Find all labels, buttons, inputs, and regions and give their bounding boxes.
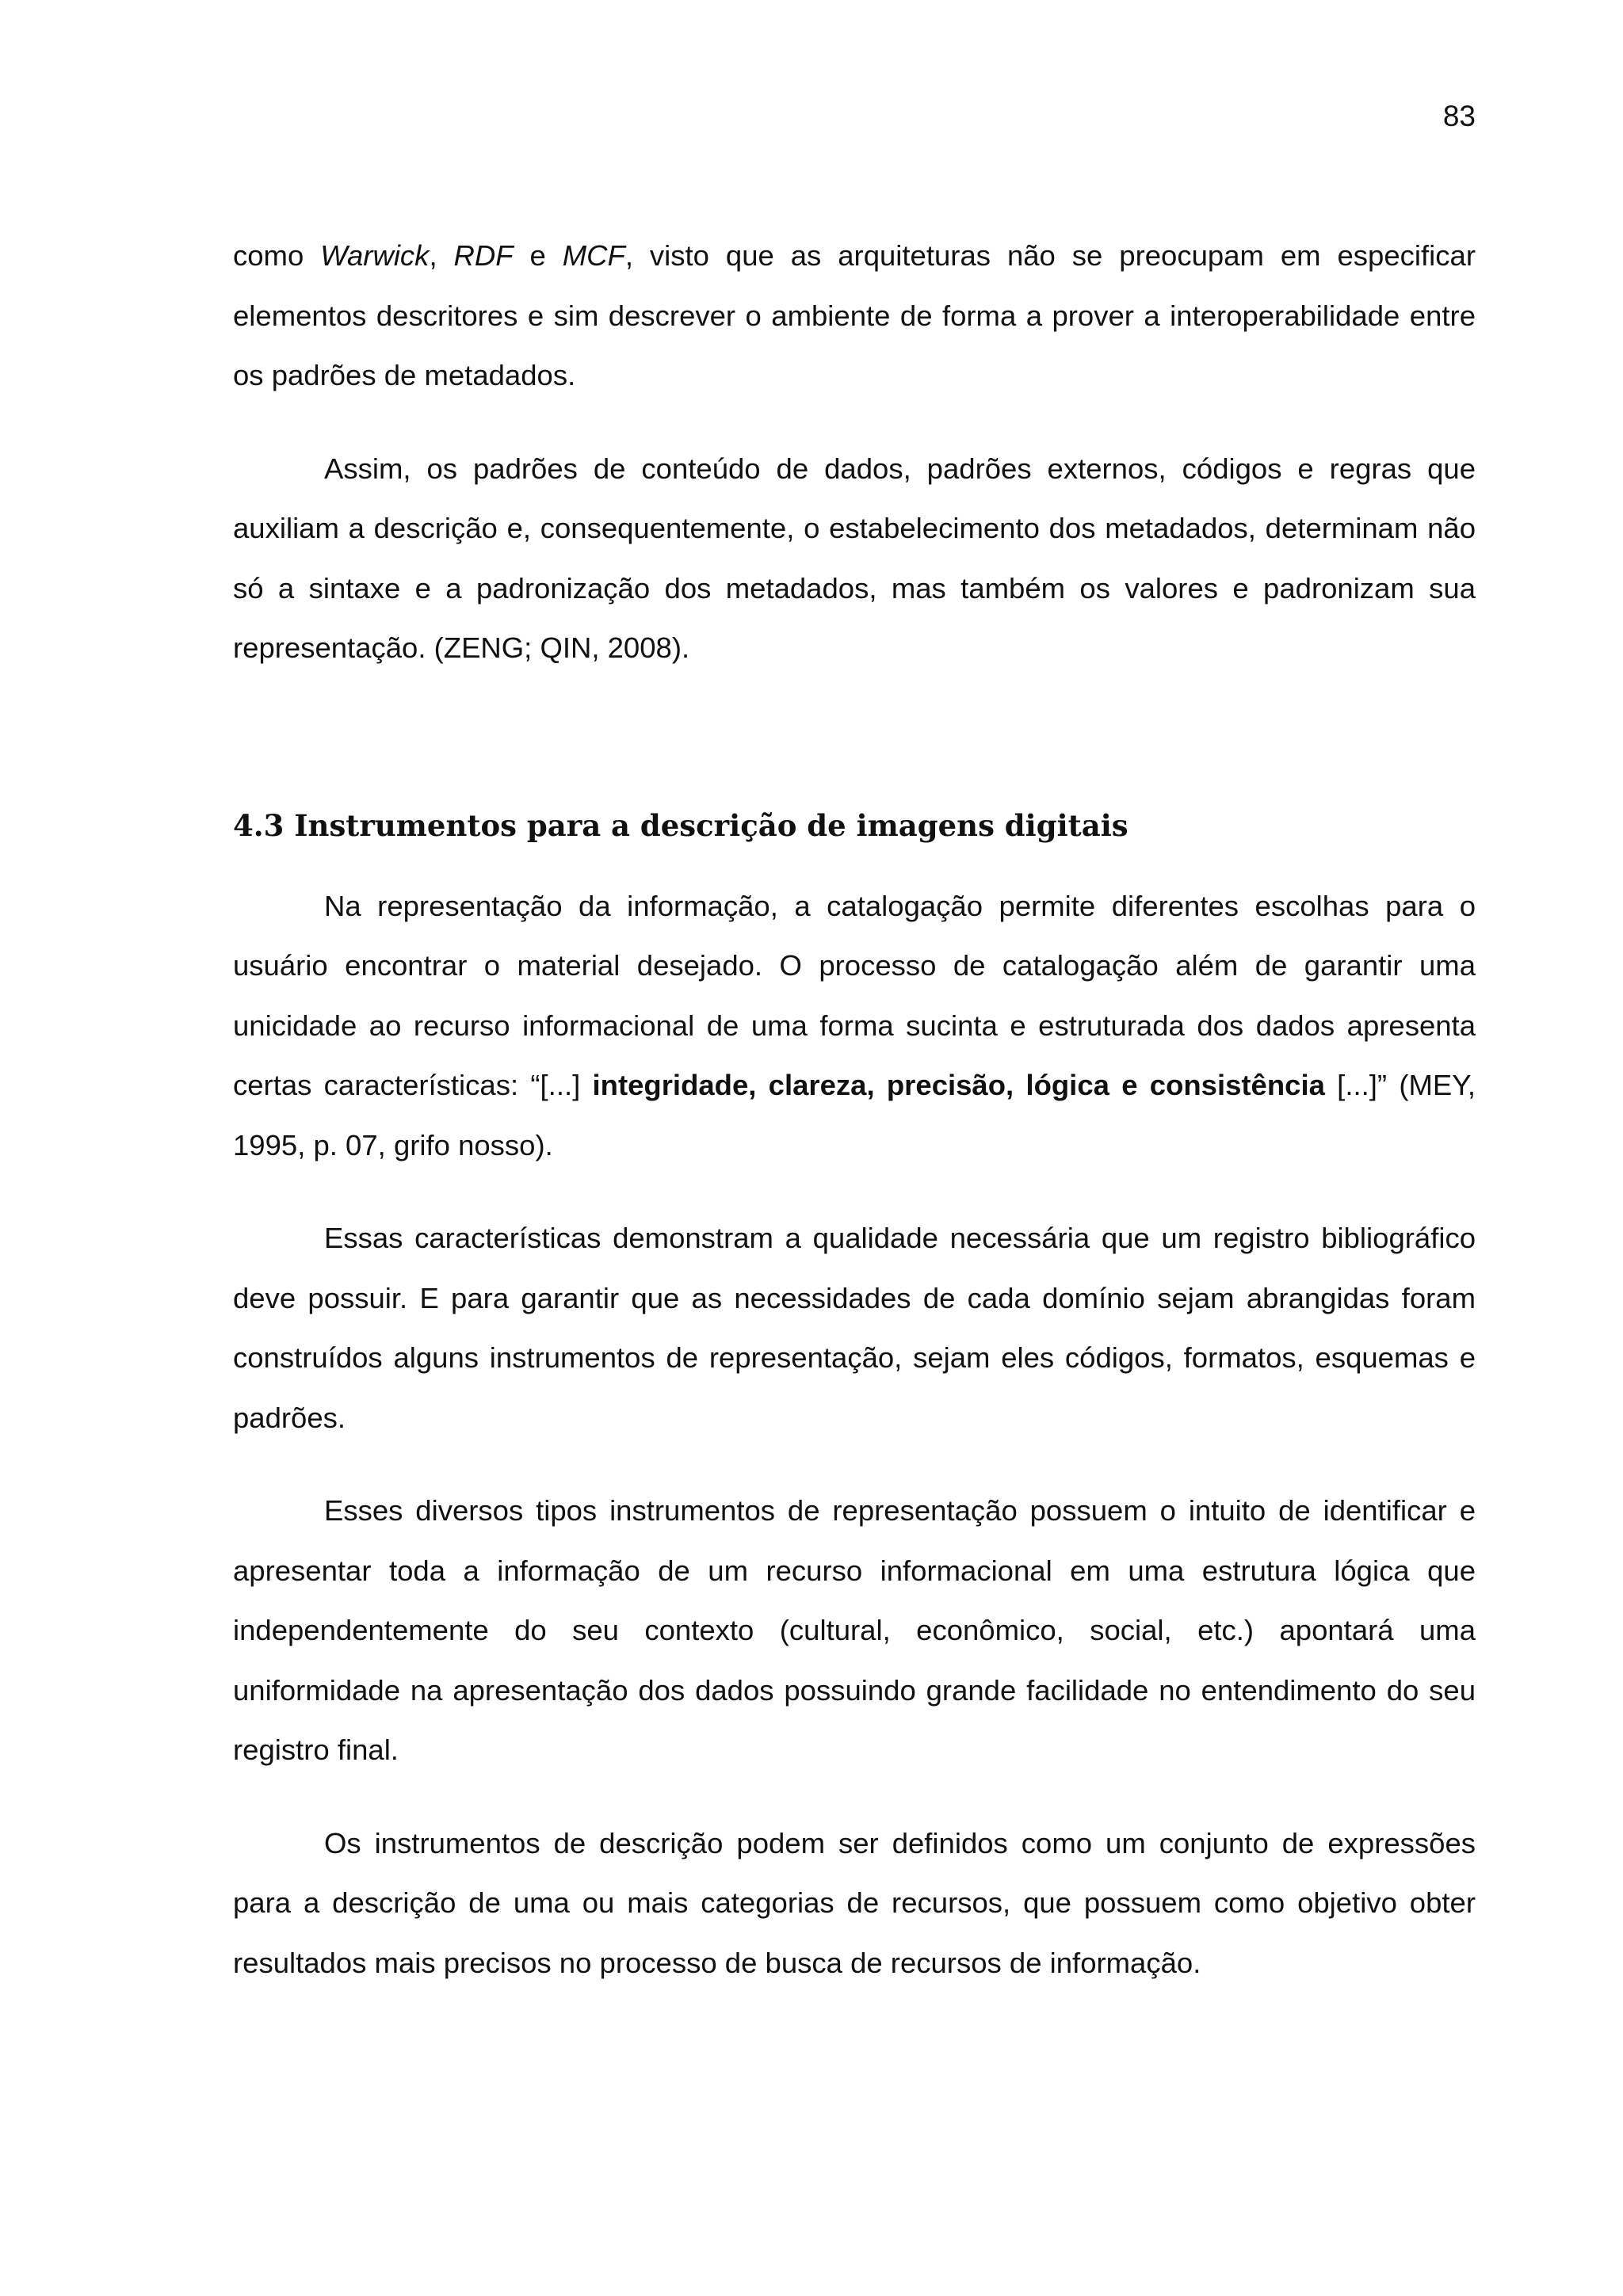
paragraph-architectures	[233, 226, 1476, 406]
bold-quote: integridade, clareza, precisão, lógica e consistência	[592, 1069, 1325, 1101]
italic-term-mcf: MCF	[562, 239, 625, 272]
section-heading: 4.3 Instrumentos para a descrição de imagens digitais	[233, 807, 1128, 843]
page-body	[233, 226, 1476, 2026]
text-run: Na representação da informação, a catalogação permite diferentes escolhas para o usuário encontrar o material desejado. O processo de catalogação além de garantir uma unicidade ao recurso informacional de uma forma sucinta e estruturada dos dados apresenta certas características: “[...]	[233, 889, 1476, 1101]
text-run: como	[233, 239, 321, 272]
text-run: , visto que as arquiteturas não se preocupam em especificar elementos descritores e sim descrever o ambiente de forma a prover a interoperabilidade entre os padrões de metadados.	[233, 239, 1476, 391]
paragraph-content-standards: Assim, os padrões de conteúdo de dados, padrões externos, códigos e regras que auxiliam a descrição e, consequentemente, o estabelecimento dos metadados, determinam não só a sintaxe e a padronização dos metadados, mas também os valores e padronizam sua representação. (ZENG; QIN, 2008).	[233, 452, 1476, 664]
italic-term-warwick: Warwick	[320, 239, 430, 272]
paragraph-characteristics: Essas características demonstram a qualidade necessária que um registro bibliográfico deve possuir. E para garantir que as necessidades de cada domínio sejam abrangidas foram construídos alguns instrumentos de representação, sejam eles códigos, formatos, esquemas e padrões.	[233, 1222, 1476, 1434]
text-run: e	[513, 239, 563, 272]
italic-term-rdf: RDF	[453, 239, 514, 272]
text-run: ,	[429, 239, 454, 272]
paragraph-description-instruments: Os instrumentos de descrição podem ser definidos como um conjunto de expressões para a descrição de uma ou mais categorias de recursos, que possuem como objetivo obter resultados mais precisos no processo de busca de recursos de informação.	[233, 1826, 1476, 1979]
paragraph-cataloguing	[233, 876, 1476, 1176]
paragraph-instrument-types: Esses diversos tipos instrumentos de representação possuem o intuito de identificar e apresentar toda a informação de um recurso informacional em uma estrutura lógica que independentemente do seu contexto (cultural, econômico, social, etc.) apontará uma uniformidade na apresentação dos dados possuindo grande facilidade no entendimento do seu registro final.	[233, 1494, 1476, 1766]
text-run: [...]” (MEY, 1995, p. 07, grifo nosso).	[233, 1069, 1476, 1161]
page-number: 83	[1442, 100, 1476, 132]
